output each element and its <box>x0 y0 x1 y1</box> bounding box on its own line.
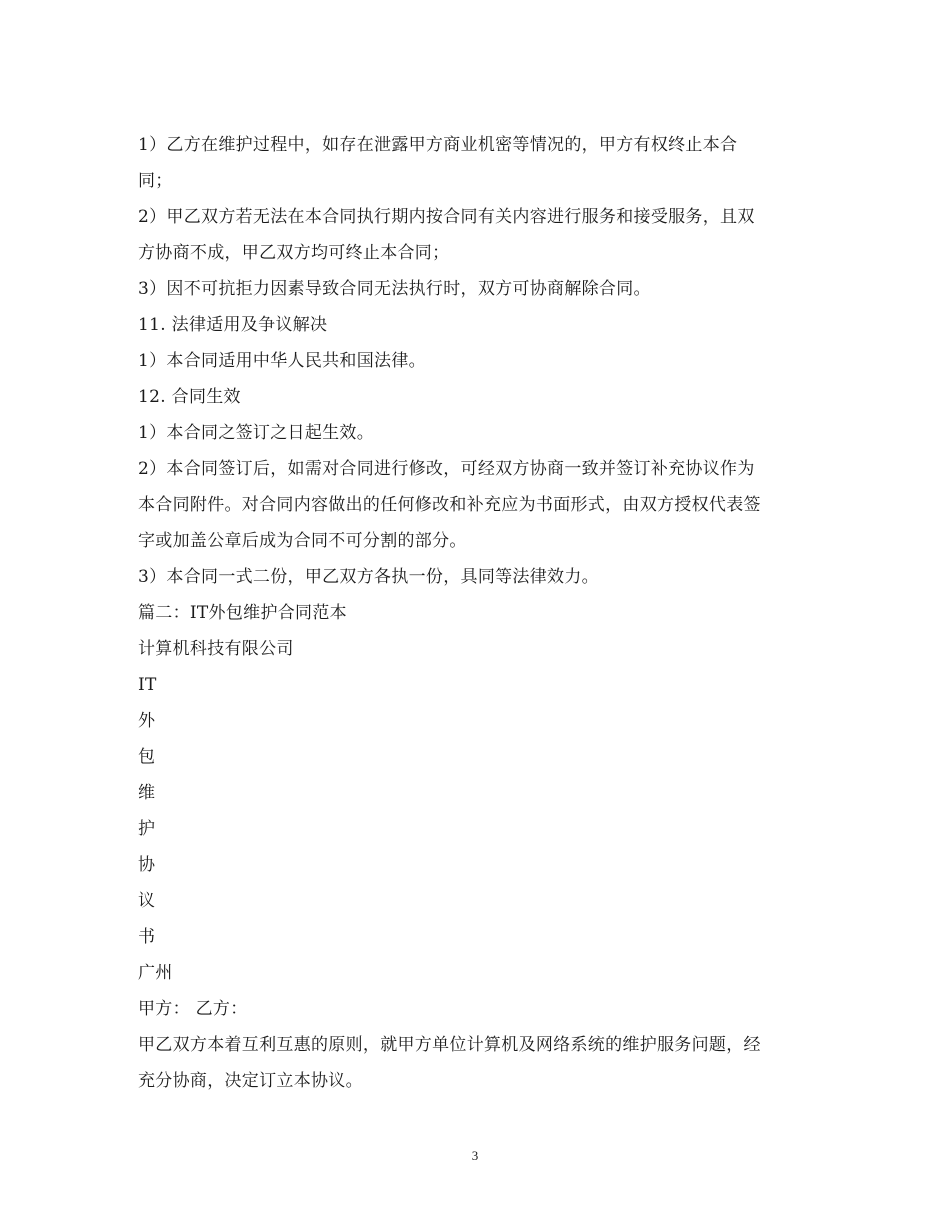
vertical-title-char: 协 <box>138 855 156 875</box>
vertical-title-char: 书 <box>138 927 156 947</box>
text-line: 1）乙方在维护过程中，如存在泄露甲方商业机密等情况的，甲方有权终止本合 <box>138 135 738 155</box>
section-heading: 12. 合同生效 <box>138 387 241 407</box>
text-line: 2）本合同签订后，如需对合同进行修改，可经双方协商一致并签订补充协议作为 <box>138 459 755 479</box>
vertical-title-char: 维 <box>138 783 156 803</box>
vertical-title-char: IT <box>138 675 157 695</box>
document-body <box>138 127 818 1099</box>
text-line: 充分协商，决定订立本协议。 <box>138 1071 363 1091</box>
text-line: 同； <box>138 171 173 191</box>
section-heading: 11. 法律适用及争议解决 <box>138 315 328 335</box>
text-line: 甲乙双方本着互利互惠的原则，就甲方单位计算机及网络系统的维护服务问题，经 <box>138 1035 761 1055</box>
text-line: 3）本合同一式二份，甲乙双方各执一份，具同等法律效力。 <box>138 567 599 587</box>
vertical-title-char: 外 <box>138 711 156 731</box>
vertical-title-char: 包 <box>138 747 156 767</box>
page-number: 3 <box>471 1148 479 1163</box>
text-line: 本合同附件。对合同内容做出的任何修改和补充应为书面形式，由双方授权代表签 <box>138 495 761 515</box>
company-name: 计算机科技有限公司 <box>138 639 294 659</box>
parties-line: 甲方： 乙方： <box>138 999 248 1019</box>
location-text: 广州 <box>138 963 173 983</box>
vertical-title-char: 议 <box>138 891 156 911</box>
chapter-title: 篇二：IT外包维护合同范本 <box>138 603 347 623</box>
text-line: 方协商不成，甲乙双方均可终止本合同； <box>138 243 450 263</box>
text-line: 2）甲乙双方若无法在本合同执行期内按合同有关内容进行服务和接受服务，且双 <box>138 207 755 227</box>
text-line: 1）本合同适用中华人民共和国法律。 <box>138 351 426 371</box>
text-line: 字或加盖公章后成为合同不可分割的部分。 <box>138 531 467 551</box>
text-line: 1）本合同之签订之日起生效。 <box>138 423 375 443</box>
text-line: 3）因不可抗拒力因素导致合同无法执行时，双方可协商解除合同。 <box>138 279 651 299</box>
vertical-title-char: 护 <box>138 819 156 839</box>
